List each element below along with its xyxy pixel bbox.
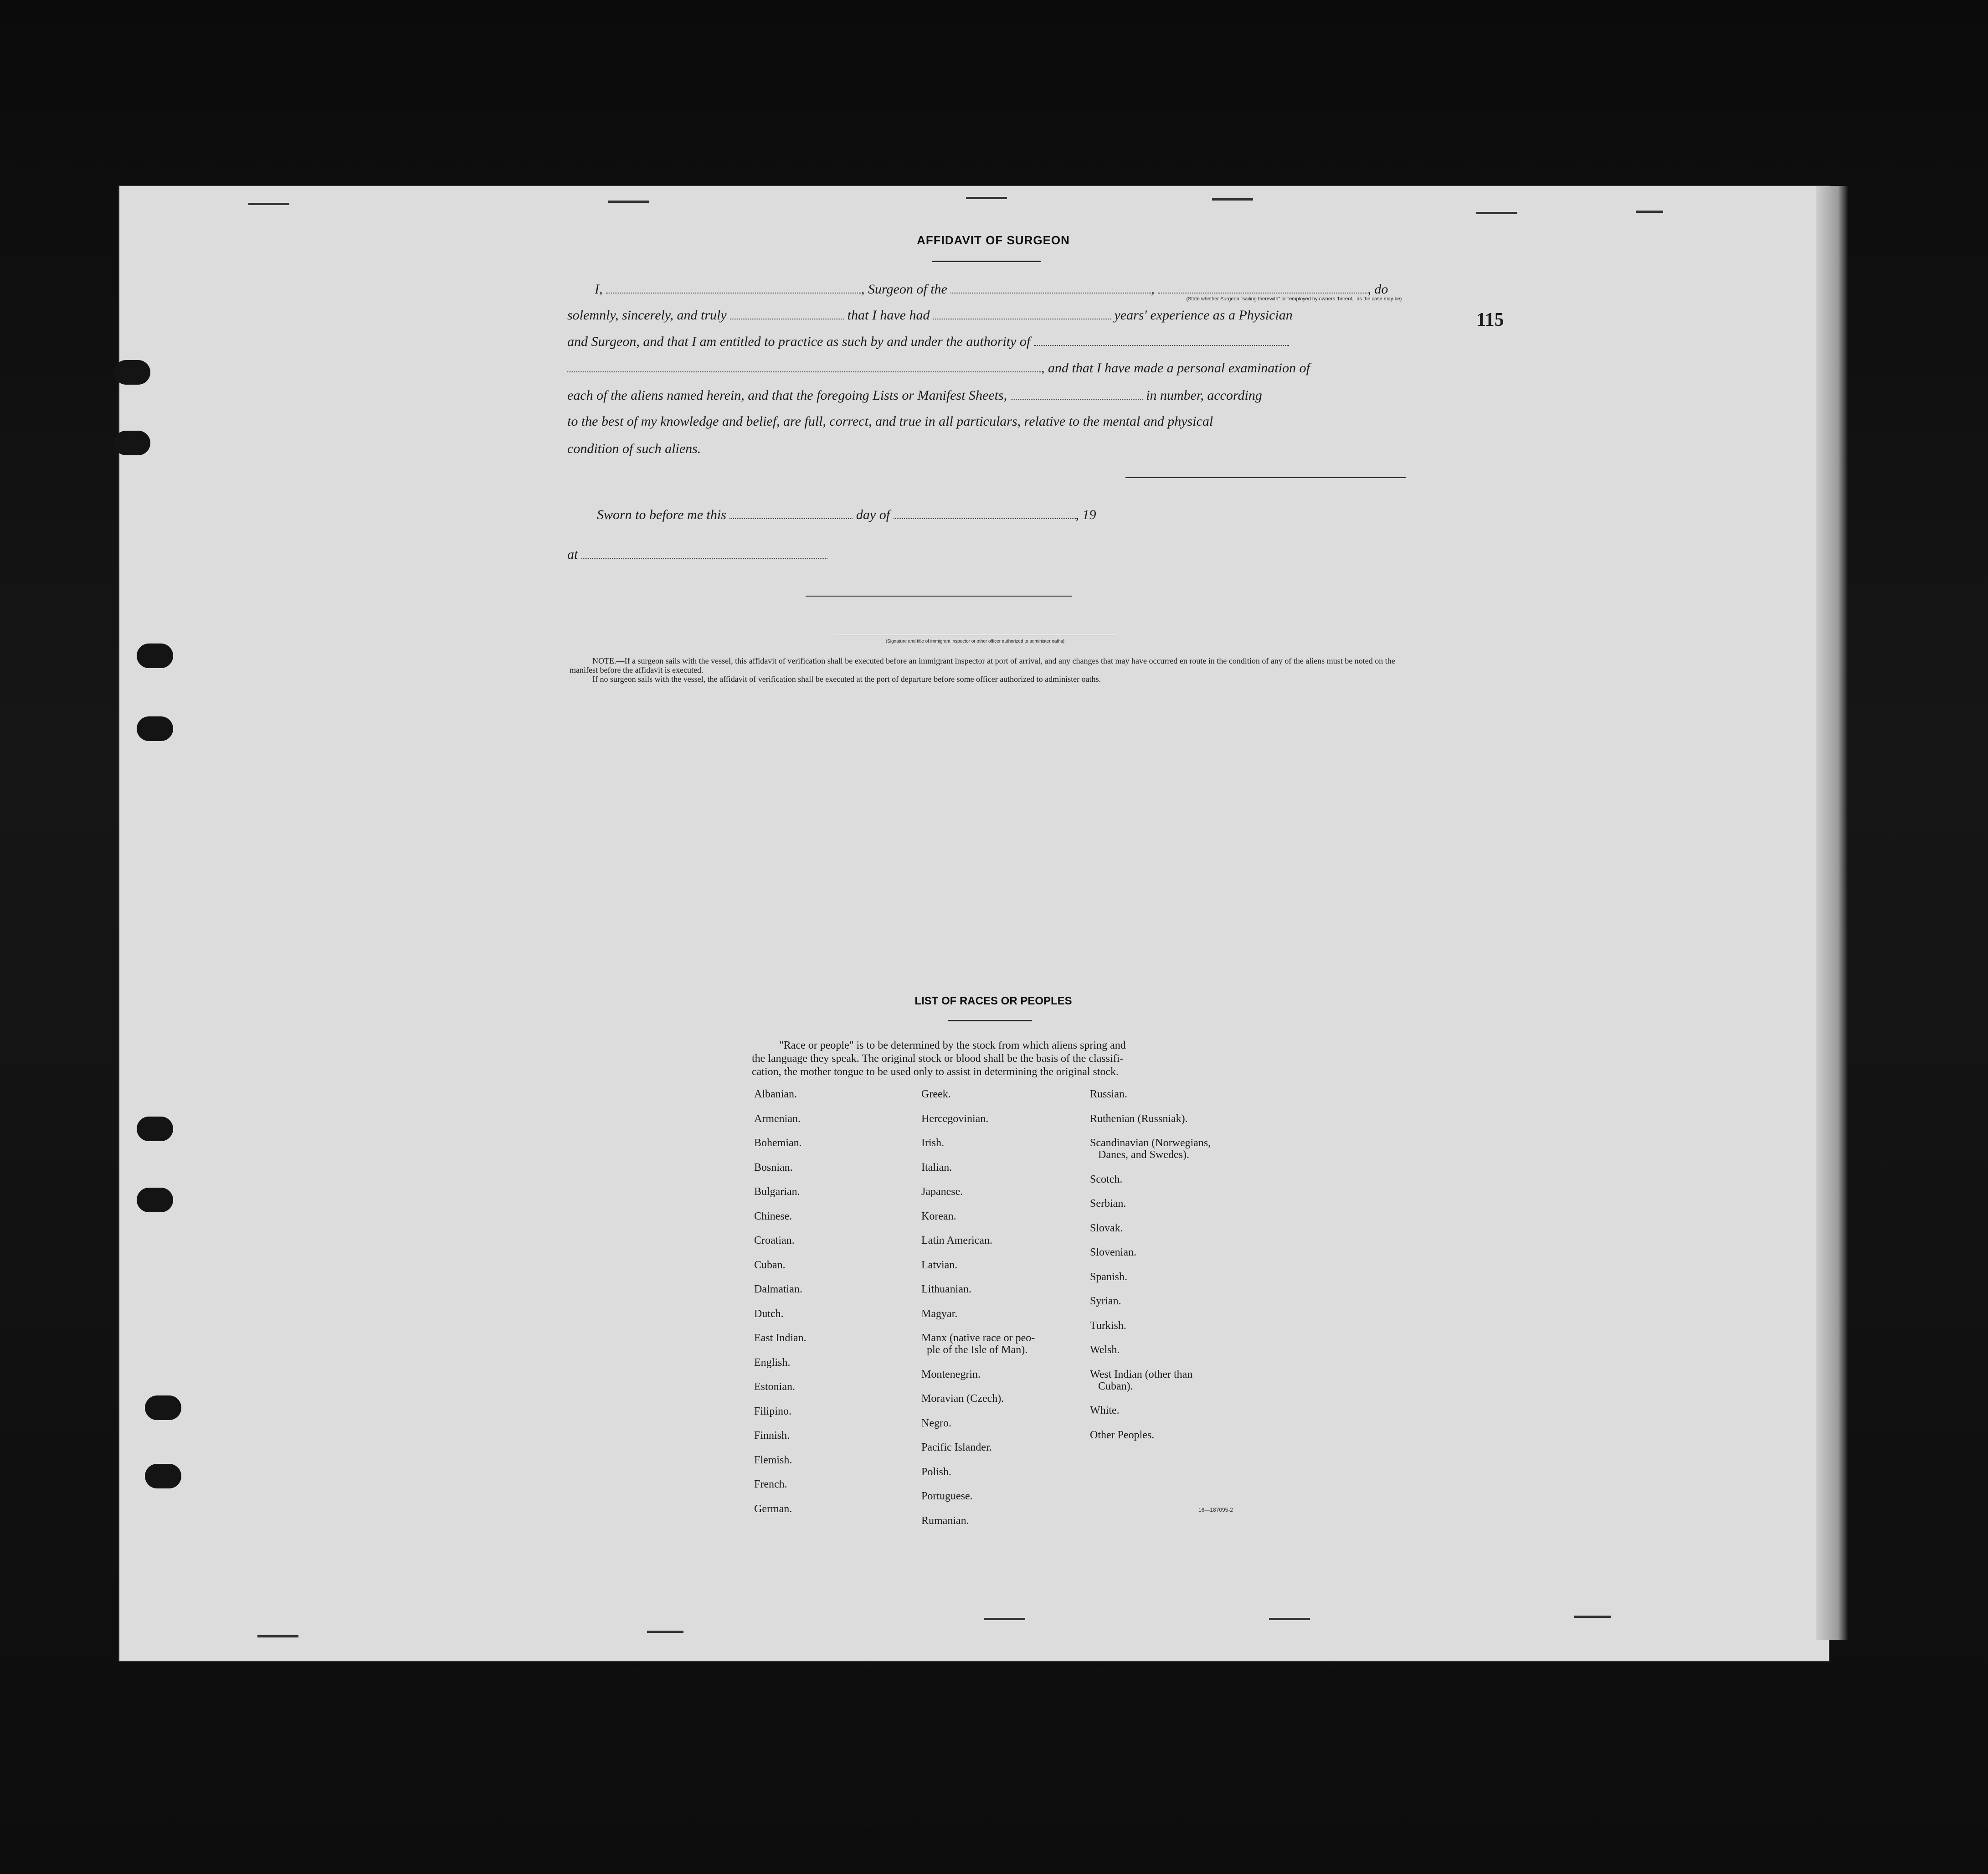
edge-mark [1574,1616,1611,1618]
affidavit-line-2 [567,306,1406,324]
race-list-item: East Indian. [754,1332,807,1344]
race-list-item: Finnish. [754,1430,790,1442]
punch-hole [137,644,173,668]
race-list-item: Flemish. [754,1454,792,1466]
race-list-item: Japanese. [921,1186,963,1198]
affidavit-note [570,656,1408,684]
punch-hole [114,431,150,455]
surgeon-signature-line[interactable] [1125,477,1406,478]
race-list-item: Syrian. [1090,1295,1121,1307]
race-list-item: Armenian. [754,1112,801,1125]
affidavit-text: , and that I have made a personal examination of [1041,360,1310,376]
edge-mark [1476,212,1517,214]
affidavit-text: , 19 [1075,507,1096,522]
affidavit-text: and Surgeon, and that I am entitled to practice as such by and under the authority of [567,334,1031,349]
race-list-item: Manx (native race or peo- ple of the Isle of Man). [921,1332,1035,1356]
surgeon-name-field[interactable] [606,282,861,293]
surgeon-status-note: (State whether Surgeon "sailing therewith" or "employed by owners thereof," as the case may be) [1186,296,1402,302]
authority-field-continued[interactable] [567,360,1041,372]
affidavit-text: Sworn to before me this [597,507,726,522]
affidavit-text: , do [1367,282,1388,297]
race-list-item: Latin American. [921,1235,992,1246]
race-list-item: Rumanian. [921,1514,969,1527]
race-list-item: Bohemian. [754,1137,802,1149]
race-list-item: Albanian. [754,1088,797,1100]
race-list-item: Irish. [921,1137,944,1149]
affidavit-text: each of the aliens named herein, and that the foregoing Lists or Manifest Sheets, [567,388,1007,403]
surgeon-status-field[interactable] [1158,282,1367,293]
punch-hole [137,716,173,741]
place-field[interactable] [581,547,827,559]
race-list-item: Filipino. [754,1405,792,1417]
sworn-day-field[interactable] [729,507,853,519]
affidavit-text: in number, according [1146,388,1262,403]
race-list-item: Croatian. [754,1235,795,1246]
race-list-item: Korean. [921,1210,956,1222]
officer-signature-line[interactable] [806,596,1072,597]
affidavit-text: , [1151,282,1155,297]
race-list-item: Montenegrin. [921,1368,981,1380]
punch-hole [137,1188,173,1212]
punch-hole [145,1395,181,1420]
intro-line: the language they speak. The original stock or blood shall be the basis of the classifi- [752,1053,1124,1065]
race-list-item: Bosnian. [754,1161,793,1174]
sheet-edge [1816,186,1848,1640]
race-list-item: Negro. [921,1417,951,1429]
affidavit-text: years' experience as a Physician [1114,308,1293,323]
race-list-item: Scotch. [1090,1173,1123,1185]
race-list-item: Scandinavian (Norwegians, Danes, and Swedes). [1090,1137,1211,1161]
race-list-item: Welsh. [1090,1344,1120,1356]
race-list-item: Russian. [1090,1088,1128,1100]
punch-hole [137,1117,173,1141]
edge-mark [966,197,1007,199]
race-list-item: Pacific Islander. [921,1442,992,1453]
note-paragraph: If no surgeon sails with the vessel, the affidavit of verification shall be executed at the port of departure before some officer authorized to administer oaths. [592,674,1101,684]
race-list-item: Italian. [921,1161,952,1174]
race-list-item: English. [754,1356,791,1369]
race-list-item: French. [754,1478,787,1490]
affidavit-title: AFFIDAVIT OF SURGEON [917,233,1070,247]
race-list-item: Serbian. [1090,1198,1126,1210]
affidavit-line-6: to the best of my knowledge and belief, are full, correct, and true in all particulars, relative to the mental and physical [567,414,1213,429]
races-list-title: LIST OF RACES OR PEOPLES [914,995,1072,1007]
document-sheet [119,186,1829,1661]
title-rule [948,1020,1032,1021]
sworn-line [567,506,1406,524]
intro-line: cation, the mother tongue to be used only to assist in determining the original stock. [752,1066,1119,1078]
punch-hole [114,360,150,385]
sheets-count-field[interactable] [1011,388,1143,400]
races-intro [752,1039,1248,1079]
affidavit-text: that I have had [847,308,930,323]
race-list-item: Bulgarian. [754,1186,800,1198]
edge-mark [257,1635,298,1637]
note-paragraph: NOTE.—If a surgeon sails with the vessel, this affidavit of verification shall be executed before an immigrant inspector at port of arrival, and any changes that may have occurred en route in the condition of any of the aliens must be noted on the manifest before the affidavit is executed. [570,656,1395,674]
affidavit-line-5 [567,386,1406,405]
race-list-item: Hercegovinian. [921,1112,989,1125]
race-list-item: Latvian. [921,1259,958,1271]
affidavit-line-3 [567,333,1406,351]
edge-mark [608,201,649,203]
race-list-item: Spanish. [1090,1271,1128,1283]
page-number: 115 [1476,309,1504,330]
signature-caption: (Signature and title of immigrant inspector or other officer authorized to administer oaths) [885,639,1065,644]
edge-mark [984,1618,1025,1620]
affidavit-line-4 [567,359,1406,377]
race-list-item: Chinese. [754,1210,792,1222]
affidavit-line-1 [567,280,1406,299]
race-list-item: Other Peoples. [1090,1429,1155,1441]
race-list-item: Slovak. [1090,1222,1123,1234]
sworn-month-field[interactable] [894,507,1076,519]
edge-mark [1269,1618,1310,1620]
race-list-item: Slovenian. [1090,1246,1136,1258]
race-list-item: White. [1090,1405,1120,1416]
form-code: 16—187095-2 [1198,1507,1233,1513]
race-list-item: Moravian (Czech). [921,1393,1004,1405]
years-field[interactable] [933,308,1111,319]
edge-mark [647,1631,683,1633]
edge-mark [248,203,289,205]
edge-mark [1636,211,1663,213]
affidavit-line-7: condition of such aliens. [567,441,701,456]
authority-field[interactable] [1034,334,1289,346]
race-list-item: Lithuanian. [921,1283,971,1295]
race-list-item: Dalmatian. [754,1283,802,1295]
intro-line: "Race or people" is to be determined by the stock from which aliens spring and [779,1040,1126,1051]
title-rule [932,261,1041,262]
affidavit-text: solemnly, sincerely, and truly [567,308,727,323]
race-list-item: Polish. [921,1466,952,1478]
at-line [567,546,1406,564]
race-list-item: Ruthenian (Russniak). [1090,1112,1188,1125]
race-list-item: West Indian (other than Cuban). [1090,1368,1193,1392]
affidavit-text: at [567,547,578,562]
oath-type-field[interactable] [730,308,844,319]
punch-hole [145,1464,181,1488]
race-list-item: Estonian. [754,1381,795,1393]
affidavit-text: I, [595,282,603,297]
race-list-item: Turkish. [1090,1319,1126,1332]
vessel-name-field[interactable] [950,282,1151,293]
race-list-item: Greek. [921,1088,951,1100]
affidavit-text: , Surgeon of the [861,282,947,297]
race-list-item: Magyar. [921,1308,958,1320]
race-list-item: Dutch. [754,1308,784,1320]
race-list-item: Cuban. [754,1259,786,1271]
race-list-item: Portuguese. [921,1490,973,1502]
race-list-item: German. [754,1503,792,1515]
edge-mark [1212,198,1253,201]
affidavit-text: day of [856,507,890,522]
